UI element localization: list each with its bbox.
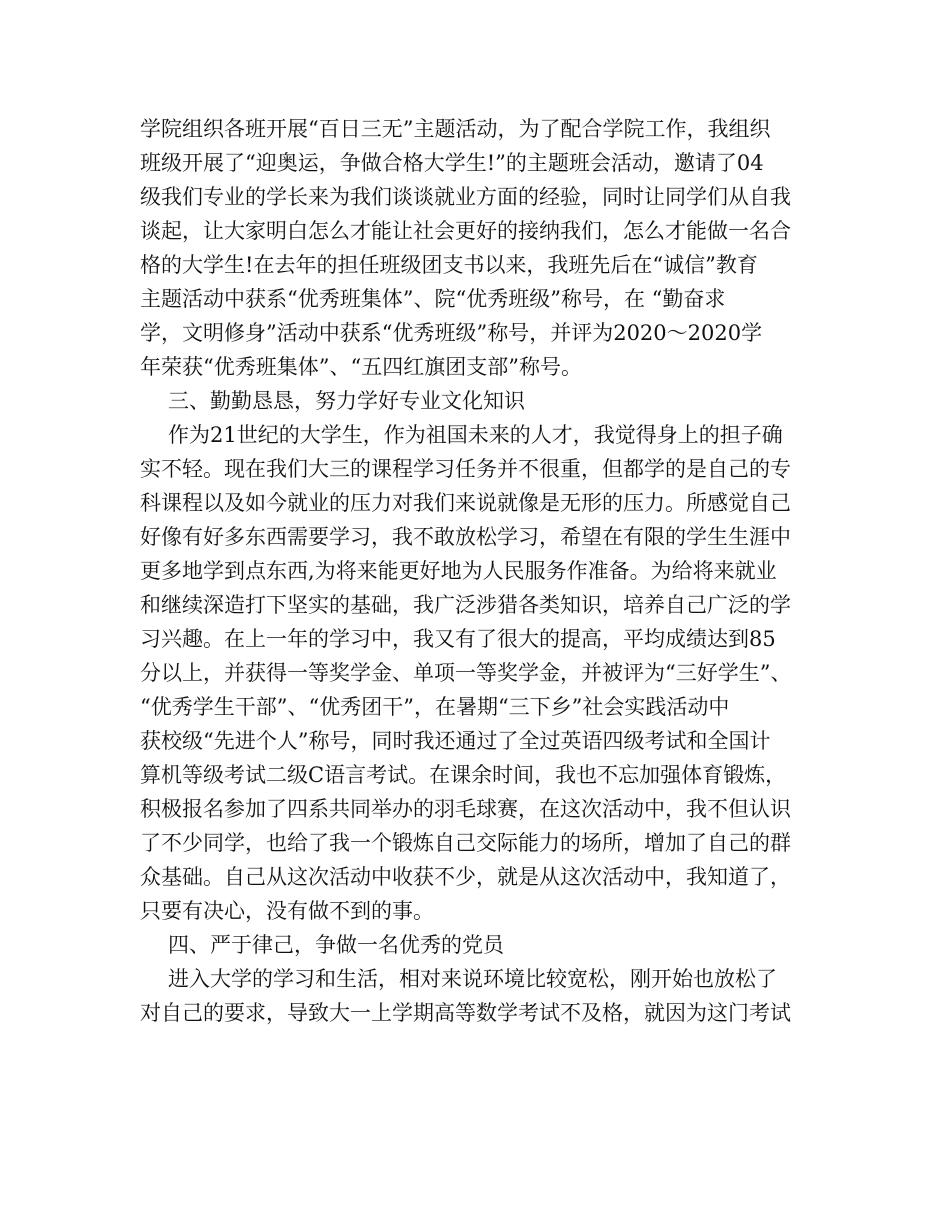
paragraph-line: 学院组织各班开展“百日三无”主题活动，为了配合学院工作，我组织 (140, 117, 771, 141)
paragraph-3 (140, 962, 830, 1030)
paragraph-line: 习兴趣。在上一年的学习中，我又有了很大的提高，平均成绩达到85 (140, 627, 776, 651)
paragraph-2 (140, 418, 830, 928)
paragraph-line: 班级开展了“迎奥运，争做合格大学生!”的主题班会活动，邀请了04 (140, 151, 764, 175)
paragraph-line: 只要有决心，没有做不到的事。 (140, 899, 434, 923)
paragraph-line: 格的大学生!在去年的担任班级团支书以来，我班先后在“诚信”教育 (140, 253, 758, 277)
paragraph-line: 和继续深造打下坚实的基础，我广泛涉猎各类知识，培养自己广泛的学 (140, 593, 791, 617)
paragraph-line: 众基础。自己从这次活动中收获不少，就是从这次活动中，我知道了， (140, 865, 791, 889)
section-heading-3: 三、勤勤恳恳，努力学好专业文化知识 (168, 389, 525, 413)
paragraph-line: 主题活动中获系“优秀班集体”、院“优秀班级”称号，在 “勤奋求 (140, 287, 726, 311)
paragraph-line: 算机等级考试二级C语言考试。在课余时间，我也不忘加强体育锻炼， (140, 763, 787, 787)
paragraph-line: 进入大学的学习和生活，相对来说环境比较宽松，刚开始也放松了 (168, 967, 777, 991)
document-body (140, 112, 830, 1030)
paragraph-line: 更多地学到点东西,为将来能更好地为人民服务作准备。为给将来就业 (140, 559, 777, 583)
paragraph-line: 积极报名参加了四系共同举办的羽毛球赛，在这次活动中，我不但认识 (140, 797, 791, 821)
paragraph-line: 学，文明修身”活动中获系“优秀班级”称号，并评为2020～2020学 (140, 321, 763, 345)
paragraph-line: 年荣获“优秀班集体”、“五四红旗团支部”称号。 (140, 355, 582, 379)
paragraph-line: 好像有好多东西需要学习，我不敢放松学习，希望在有限的学生生涯中 (140, 525, 791, 549)
paragraph-1 (140, 112, 830, 384)
paragraph-line: 了不少同学，也给了我一个锻炼自己交际能力的场所，增加了自己的群 (140, 831, 791, 855)
paragraph-line: 级我们专业的学长来为我们谈谈就业方面的经验，同时让同学们从自我 (140, 185, 791, 209)
paragraph-line: “优秀学生干部”、“优秀团干”，在暑期“三下乡”社会实践活动中 (140, 695, 730, 719)
paragraph-line: 谈起，让大家明白怎么才能让社会更好的接纳我们，怎么才能做一名合 (140, 219, 791, 243)
paragraph-line: 对自己的要求，导致大一上学期高等数学考试不及格，就因为这门考试 (140, 1001, 791, 1025)
paragraph-line: 分以上，并获得一等奖学金、单项一等奖学金，并被评为“三好学生”、 (140, 661, 792, 685)
paragraph-line: 作为21世纪的大学生，作为祖国未来的人才，我觉得身上的担子确 (168, 423, 783, 447)
paragraph-line: 获校级“先进个人”称号，同时我还通过了全过英语四级考试和全国计 (140, 729, 771, 753)
paragraph-line: 实不轻。现在我们大三的课程学习任务并不很重，但都学的是自己的专 (140, 457, 791, 481)
section-heading-4: 四、严于律己，争做一名优秀的党员 (168, 933, 504, 957)
paragraph-line: 科课程以及如今就业的压力对我们来说就像是无形的压力。所感觉自己 (140, 491, 791, 515)
